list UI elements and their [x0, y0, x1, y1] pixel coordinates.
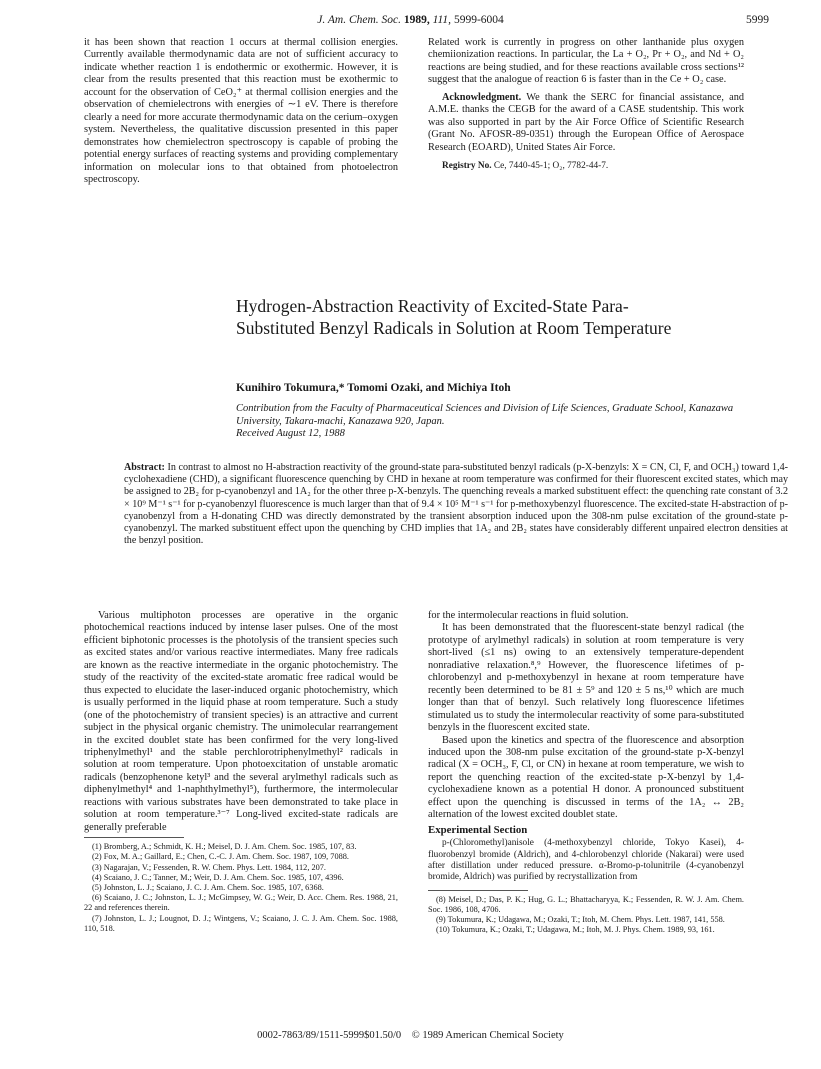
footnote-divider — [428, 890, 528, 891]
body-left-column — [84, 610, 398, 934]
article-title: Hydrogen-Abstraction Reactivity of Excited-State Para-Substituted Benzyl Radicals in Solution at Room Temperature — [236, 296, 672, 338]
footnotes-right — [428, 895, 744, 936]
received-date: Received August 12, 1988 — [236, 428, 345, 440]
footnote: (1) Bromberg, A.; Schmidt, K. H.; Meisel, D. J. Am. Chem. Soc. 1985, 107, 83. — [92, 842, 357, 852]
footnote: (10) Tokumura, K.; Ozaki, T.; Udagawa, M.; Itoh, M. J. Phys. Chem. 1989, 93, 161. — [436, 925, 715, 935]
footnote: (3) Nagarajan, V.; Fessenden, R. W. Chem. Phys. Lett. 1984, 112, 207. — [92, 862, 326, 872]
footnote: (2) Fox, M. A.; Gaillard, E.; Chen, C.-C. J. Am. Chem. Soc. 1987, 109, 7088. — [92, 852, 349, 862]
article-code: 0002-7863/89/1511-5999$01.50/0 — [257, 1030, 402, 1041]
article-affiliation — [236, 403, 756, 441]
footnote: (4) Scaiano, J. C.; Tanner, M.; Weir, D. J. Am. Chem. Soc. 1985, 107, 4396. — [92, 872, 344, 882]
article-authors: Kunihiro Tokumura,* Tomomi Ozaki, and Michiya Itoh — [236, 382, 511, 394]
body-paragraph: Based upon the kinetics and spectra of the fluorescence and absorption induced upon the 308-nm pulse excitation of the ground-state p-X-benzyl radical (X = OCH₃, F, Cl, or CN) in hexane at room temperature, we wish to report the quenching reaction of the excited-state p-X-benzyl by 1,4-cyclohexadiene known as a potential H donor. A pronounced substituent effect upon the quenching is discussed in terms of the 1A₂ ↔ 2B₂ alternation of the lowest excited doublet state. — [428, 734, 744, 821]
abstract — [124, 462, 788, 547]
footnotes-left — [84, 842, 398, 934]
prev-article-related-work: Related work is currently in progress on other lanthanide plus oxygen chemiionization reactions. In particular, the La + O₂, Pr + O₂, and Nd + O₂ reactions are being studied, and for these reactions available cross sections¹² suggest that the analogue of reaction 6 is faster than in the Ce + O₂ case. — [428, 37, 744, 86]
acknowledgment-text: We thank the SERC for financial assistance, and A.M.E. thanks the CEGB for the award of a CASE studentship. This work was also supported in part by the Air Force Office of Scientific Research (Grant No. AFOSR-89-0351) through the European Office of Aerospace Research (EOARD), United States Air Force. — [428, 91, 744, 153]
acknowledgment — [428, 92, 744, 154]
journal-name: J. Am. Chem. Soc. — [317, 14, 402, 26]
page-range: 5999-6004 — [453, 14, 504, 26]
prev-article-right-column — [428, 37, 744, 173]
footnote-divider — [84, 837, 184, 838]
affiliation-text: Contribution from the Faculty of Pharmaceutical Sciences and Division of Life Sciences, Graduate School, Kanazawa University, Takara-machi, Kanazawa 920, Japan. — [236, 403, 734, 427]
body-right-column — [428, 610, 744, 936]
intro-paragraph: Various multiphoton processes are operative in the organic photochemical reactions induced by intense laser pulses. One of the most efficient biphotonic processes is the photolysis of the transient species such as excited states and/or various reactive intermediates. Many free radicals are known as the reactive intermediate in the organic photochemistry. The study of the reactivity of the excited-state aromatic free radical would be thus expected to elucidate the laser-induced organic photochemistry, which is usually performed in the liquid phase at room temperature. Such a study (one of the photochemistry of transient species) is an attractive and current subject in the physical organic chemistry. The unimolecular rearrangement in the excited doublet state has been confirmed for the very long-lived triphenylmethyl¹ and the stable perchlorotriphenylmethyl² radicals in solution at room temperature. Upon photoexcitation of unstable aromatic radicals (benzophenone ketyl³ and the several arylmethyl radicals such as diphenylmethyl⁴ and 1-naphthylmethyl⁵), furthermore, the intermolecular reactions with various substrates have been demonstrated to take place in solution at room temperature.³⁻⁷ Long-lived excited-state radicals are generally preferable — [84, 610, 398, 833]
running-header — [0, 14, 821, 26]
body-paragraph: It has been demonstrated that the fluorescent-state benzyl radical (the prototype of arylmethyl radicals) in solution at room temperature is very short-lived (≤1 ns) owing to an extensively temperature-dependent nonradiative relaxation.⁸,⁹ However, the fluorescence lifetimes of p-chlorobenzyl and p-methoxybenzyl in hexane at room temperature have recently been determined to be 81 ± 5⁹ and 120 ± 5 ns,¹⁰ which are much longer than that of benzyl. Such relatively long fluorescence lifetimes stimulated us to study the intermolecular reactivity of some para-substituted benzyls in the fluorescent excited state. — [428, 622, 744, 734]
journal-year: 1989, — [403, 14, 430, 26]
registry-numbers — [428, 160, 744, 172]
prev-article-left-column — [84, 37, 398, 186]
page-footer — [0, 1030, 821, 1041]
abstract-label: Abstract: — [124, 462, 165, 473]
registry-label: Registry No. — [442, 161, 492, 172]
footnote: (6) Scaiano, J. C.; Johnston, L. J.; McGimpsey, W. G.; Weir, D. Acc. Chem. Res. 1988, 21, 22 and references therein. — [84, 893, 398, 913]
footnote: (5) Johnston, L. J.; Scaiano, J. C. J. Am. Chem. Soc. 1985, 107, 6368. — [92, 882, 324, 892]
footnote: (8) Meisel, D.; Das, P. K.; Hug, G. L.; Bhattacharyya, K.; Fessenden, R. W. J. Am. Chem. Soc. 1986, 108, 4706. — [428, 894, 744, 914]
acknowledgment-label: Acknowledgment. — [442, 91, 522, 103]
page-number: 5999 — [746, 14, 769, 26]
footnote: (7) Johnston, L. J.; Lougnot, D. J.; Wintgens, V.; Scaiano, J. C. J. Am. Chem. Soc. 1988, 110, 518. — [84, 913, 398, 933]
prev-article-conclusion: it has been shown that reaction 1 occurs at thermal collision energies. Currently available thermodynamic data are not of sufficient accuracy to indicate whether reaction 1 is endothermic or exothermic. However, it is clear from the results presented that this reaction must be exothermic to account for the observation of CeO₂⁺ at thermal collision energies and the observation of chemielectrons with energies of ∼1 eV. There is therefore clearly a need for more accurate thermodynamic data on the cerium–oxygen system. Nevertheless, the qualitative discussion presented in this paper demonstrates how chemielectron spectroscopy is capable of probing the potential energy surfaces of reacting systems and providing complementary information on molecular ions to that obtained from photoelectron spectroscopy. — [84, 37, 398, 185]
experimental-section-heading: Experimental Section — [428, 823, 528, 836]
experimental-text: p-(Chloromethyl)anisole (4-methoxybenzyl chloride, Tokyo Kasei), 4-fluorobenzyl bromide (Aldrich), and 4-chlorobenzyl chloride (Nakarai) were used after distillation under reduced pressure. α-Bromo-p-tolunitrile (4-cyanobenzyl bromide, Aldrich) was purified by recrystallization from — [428, 838, 744, 883]
journal-volume: 111, — [432, 14, 452, 26]
copyright: © 1989 American Chemical Society — [411, 1030, 564, 1041]
body-paragraph: for the intermolecular reactions in fluid solution. — [428, 610, 629, 621]
footnote: (9) Tokumura, K.; Udagawa, M.; Ozaki, T.; Itoh, M. Chem. Phys. Lett. 1987, 141, 558. — [436, 915, 725, 925]
registry-text: Ce, 7440-45-1; O₂, 7782-44-7. — [493, 161, 609, 172]
abstract-text: In contrast to almost no H-abstraction reactivity of the ground-state para-substituted benzyl radicals (p-X-benzyls: X = CN, Cl, F, and OCH₃) toward 1,4-cyclohexadiene (CHD), a significant fluorescence quenching by CHD in hexane at room temperature was confirmed for their fluorescent excited states, which may be assigned to 2B₂ for p-cyanobenzyl and 1A₂ for the other three p-X-benzyls. The quenching reveals a marked substituent effect: the quenching rate constant of 3.2 × 10⁹ M⁻¹ s⁻¹ for p-cyanobenzyl fluorescence is much larger than that of 9.4 × 10⁵ M⁻¹ s⁻¹ for p-methoxybenzyl fluorescence. The excited-state H-abstraction of p-cyanobenzyl from a H-donating CHD was directly demonstrated by the transient absorption induced upon the 308-nm pulse excitation of the ground-state p-cyanobenzyl. The marked substituent effect upon the quenching by CHD implies that 1A₂ and 2B₂ states have considerably different unpaired electron densities at the benzyl position. — [124, 462, 789, 547]
